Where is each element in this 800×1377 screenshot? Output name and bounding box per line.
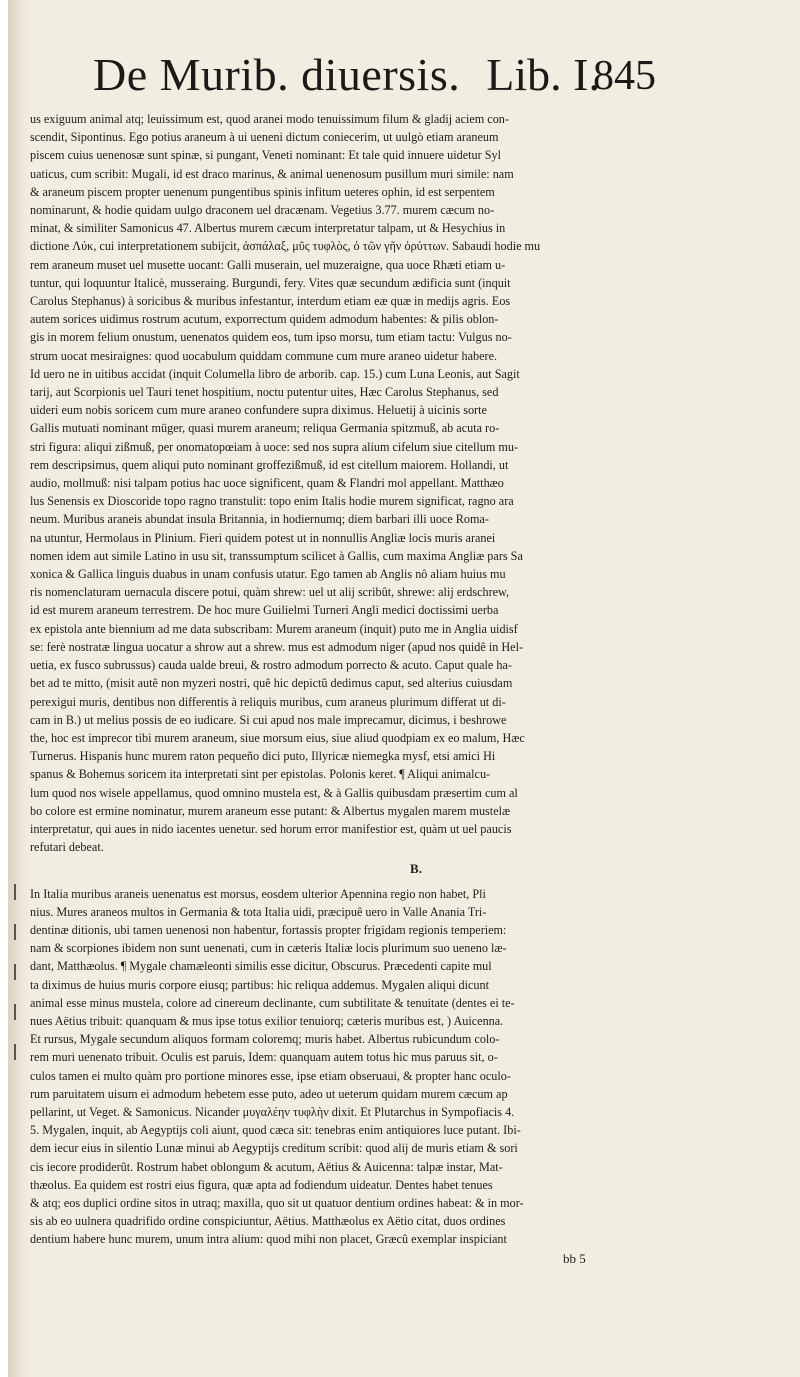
paragraph [30,110,800,856]
text-line: dentium habere hunc murem, unum intra alium: quod mihi non placet, Græcû exemplar inspiciant [30,1232,507,1247]
text-line: nius. Mures araneos multos in Germania & tota Italia uidi, præcipuê uero in Valle Anania Tri- [30,904,487,919]
text-line: ta diximus de huius muris corpore eiusq; partibus: hic reliqua addemus. Mygalen aliqui dicunt [30,977,489,992]
text-line: rem descripsimus, quem aliqui puto nominant groffezißmuß, id est citellum maiorem. Hollandi, ut [30,457,509,472]
text-line: tarij, aut Scorpionis uel Tauri tenet hospitium, noctu putentur uites, Hæc Carolus Stephanus, sed [30,385,499,400]
text-line: gis in morem felium onustum, uenenatos quidem eos, tum ipso morsu, tum etiam tactu: Vulgus no- [30,330,512,345]
text-line: pellarint, ut Veget. & Samonicus. Nicander μυγαλέην τυφλὴν dixit. Et Plutarchus in Sympofiacis 4. [30,1104,515,1119]
text-line: ris nomenclaturam uernacula discere potui, quàm shrew: uel ut alij scribût, shrewe: alij erdschrew, [30,585,510,600]
text-line: rem muri uenenato tribuit. Oculis est paruis, Idem: quanquam autem totus hic mus paruus sit, o- [30,1050,498,1065]
book-page [8,0,800,1377]
text-line: dentinæ ditionis, ubi tamen uenenosi non habentur, fortassis propter frigidam regionis temperiem: [30,922,507,937]
text-line: tuntur, qui loquuntur Italicè, musseraing. Burgundi, fery. Vites quæ secundum ædificia sunt (inquit [30,275,511,290]
text-line: rum paruitatem uisum ei admodum hebetem esse puto, adeo ut ueterum quidam murem cæcum ap [30,1086,508,1101]
text-line: scendit, Sipontinus. Ego potius araneum à ui ueneni dictum coniecerim, ut uulgò etiam araneum [30,130,499,145]
text-line: uaticus, cum scribit: Mugali, id est draco marinus, & animal uenenosum pusillum muri simile: nam [30,166,514,181]
text-line: nam & scorpiones ibidem non sunt uenenati, cum in cæteris Italiæ locis plurimum suo ueneno læ- [30,941,507,956]
text-line: the, hoc est imprecor tibi murem araneum, siue morsum eius, siue aliud quodpiam ex eo malum, Hæc [30,730,525,745]
text-line: Turnerus. Hispanis hunc murem raton pequeño dici puto, Illyricæ niemegka mysf, etsi amici Hi [30,749,496,764]
margin-mark [14,1044,16,1060]
book-number: Lib. I. [486,49,600,100]
text-line: us exiguum animal atq; leuissimum est, quod aranei modo tenuissimum filum & gladij aciem con- [30,112,509,126]
margin-mark [14,924,16,940]
margin-mark [14,884,16,900]
binding-gutter [8,0,30,1377]
text-line: nues Aëtius tribuit: quanquam & mus ipse totus exilior tenuiorq; cæteris muribus est, ) Auicenna. [30,1013,504,1028]
text-line: piscem cuius uenenosæ sunt spinæ, si pungant, Veneti nominant: Et tale quid innuere uidetur Syl [30,148,501,163]
text-line: nominarunt, & hodie quidam uulgo draconem uel dracænam. Vegetius 3.77. murem cæcum no- [30,203,495,218]
body-text [30,110,800,1249]
text-line: & atq; eos duplici ordine sitos in utraq; maxilla, quo sit ut quatuor dentium ordines habeat: & in mor- [30,1195,524,1210]
folio-number: 845 [593,53,656,99]
signature-mark: B. [410,861,422,877]
text-line: lum quod nos wisele appellamus, quod omnino mustela est, & à Gallis quibusdam præsertim cum al [30,785,518,800]
text-line: cam in B.) ut melius possis de eo iudicare. Si cui apud nos male imprecamur, dicimus, i beshrowe [30,712,507,727]
text-line: uideri eum nobis soricem cum mure araneo confundere supra diximus. Heluetij à uicinis sorte [30,403,487,418]
text-line: audio, mollmuß: nisi talpam potius hac uoce significent, quam & Flandri mol appellant. Matthæo [30,476,504,491]
text-line: spanus & Bohemus soricem ita interpretati sint per epistolas. Polonis keret. ¶ Aliqui animalcu- [30,767,491,782]
text-line: dictione Λύκ, cui interpretationem subijcit, ἀσπάλαξ, μῦς τυφλὸς, ὁ τῶν γῆν ὀρύττων. Sabaudi hodie mu [30,239,541,254]
text-line: bet ad te mitto, (misit autê non myzeri nostri, quê hic depictû dedimus caput, sed alterius cuiusdam [30,676,513,691]
text-line: minat, & similiter Samonicus 47. Albertus murem cæcum interpretatur talpam, ut & Hesychius in [30,221,506,236]
text-line: rem araneum muset uel musette uocant: Galli muserain, uel muzeraigne, qua uoce Rhæti etiam u- [30,257,506,272]
text-line: na utuntur, Hermolaus in Plinium. Fieri quidem potest ut in nonnullis Angliæ locis muris aranei [30,530,496,545]
text-line: In Italia muribus araneis uenenatus est morsus, eosdem ulterior Apennina regio non habet, Pli [30,886,486,901]
text-line: dant, Matthæolus. ¶ Mygale chamæleonti similis esse dicitur, Obscurus. Præcedenti capite mul [30,959,492,974]
text-line: uetia, ex fusco subrussus) cauda ualde breui, & rostro admodum porrecto & acuto. Caput quale ha- [30,658,512,673]
margin-marks [14,860,24,1084]
running-head: De Murib. diuersis. [93,49,461,100]
text-line: xonica & Gallica linguis duabus in unam confusis utatur. Ego tamen ab Anglis nô aliam huius mu [30,567,506,582]
text-line: Carolus Stephanus) à soricibus & muribus infestantur, interdum etiam eæ quæ in medijs agris. Eos [30,294,511,309]
catchword: bb 5 [563,1251,586,1266]
text-line: strum uocat mesiraignes: quod uocabulum quiddam commune cum mure araneo uidetur habere. [30,348,498,363]
text-line: 5. Mygalen, inquit, ab Aegyptijs coli aiunt, quod cæca sit: tenebras enim antiquiores luce putant. Ibi- [30,1123,521,1138]
text-line: cis iecore prodiderût. Rostrum habet oblongum & acutum, Aëtius & Auicenna: talpæ instar, Mat- [30,1159,503,1174]
text-line: ex epistola ante biennium ad me data subscribam: Murem araneum (inquit) puto me in Anglia uidisf [30,621,518,636]
text-line: perexigui muris, dentibus non differentis à reliquis muribus, cum araneus plurimum differat ut di- [30,694,506,709]
text-line: dem iecur eius in silentio Lunæ minui ab Aegyptijs creditum scribit: quod alij de muris etiam & sori [30,1141,518,1156]
text-line: & araneum piscem propter uenenum pungentibus spinis infitum ueteres ophin, id est serpentem [30,184,495,199]
text-line: Et rursus, Mygale secundum aliquos formam coloremq; muris habet. Albertus rubicundum colo- [30,1032,500,1047]
text-line: autem sorices uidimus rostrum acutum, exporrectum quidem admodum habentes: & pilis oblon- [30,312,499,327]
page-header [93,48,673,108]
margin-mark [14,964,16,980]
text-line: refutari debeat. [30,840,104,855]
text-line: neum. Muribus araneis abundat insula Britannia, in hodiernumq; diem barbari illi uoce Roma- [30,512,489,527]
text-line: nomen idem aut simile Latino in usu sit, transsumptum scilicet à Gallis, cum maxima Angliæ pars Sa [30,548,523,563]
text-line: thæolus. Ea quidem est rostri eius figura, quæ apta ad fodiendum uideatur. Dentes habet tenues [30,1177,493,1192]
text-line: culos tamen ei multo quàm pro portione minores esse, ipse etiam obseruaui, & propter hanc oculo- [30,1068,511,1083]
text-line: animal esse minus mustela, colore ad cinereum declinante, cum subtilitate & tenuitate (dentes ei te- [30,995,515,1010]
text-line: bo colore est ermine nominatur, murem araneum esse putant: & Albertus mygalen marem mustelæ [30,803,511,818]
paragraph [30,885,800,1249]
text-line: id est murem araneum terrestrem. De hoc mure Guilielmi Turneri Angli medici doctissimi uerba [30,603,499,618]
text-line: lus Senensis ex Dioscoride topo ragno transtulit: topo enim Italis hodie murem significat, ragno ara [30,494,514,509]
text-line: se: ferè nostratæ lingua uocatur a shrow aut a shrew. mus est admodum niger (apud nos quidê in Hel- [30,639,524,654]
text-line: stri figura: aliqui zißmuß, per onomatopœiam à uoce: sed nos supra alium cifelum siue citellum mu- [30,439,519,454]
text-line: interpretatur, qui aues in nido iacentes uenetur. sed horum error manifestior est, quàm ut uel paucis [30,821,512,836]
text-line: Id uero ne in uitibus accidat (inquit Columella libro de arborib. cap. 15.) cum Luna Leonis, aut Sagit [30,366,520,381]
text-line: sis ab eo uulnera quadrifido ordine conspiciuntur, Aëtius. Matthæolus ex Aëtio citat, duos ordines [30,1214,506,1229]
margin-mark [14,1004,16,1020]
text-line: Gallis mutuati nominant müger, quasi murem araneum; reliqua Germania spitzmuß, ab acuta ro- [30,421,500,436]
